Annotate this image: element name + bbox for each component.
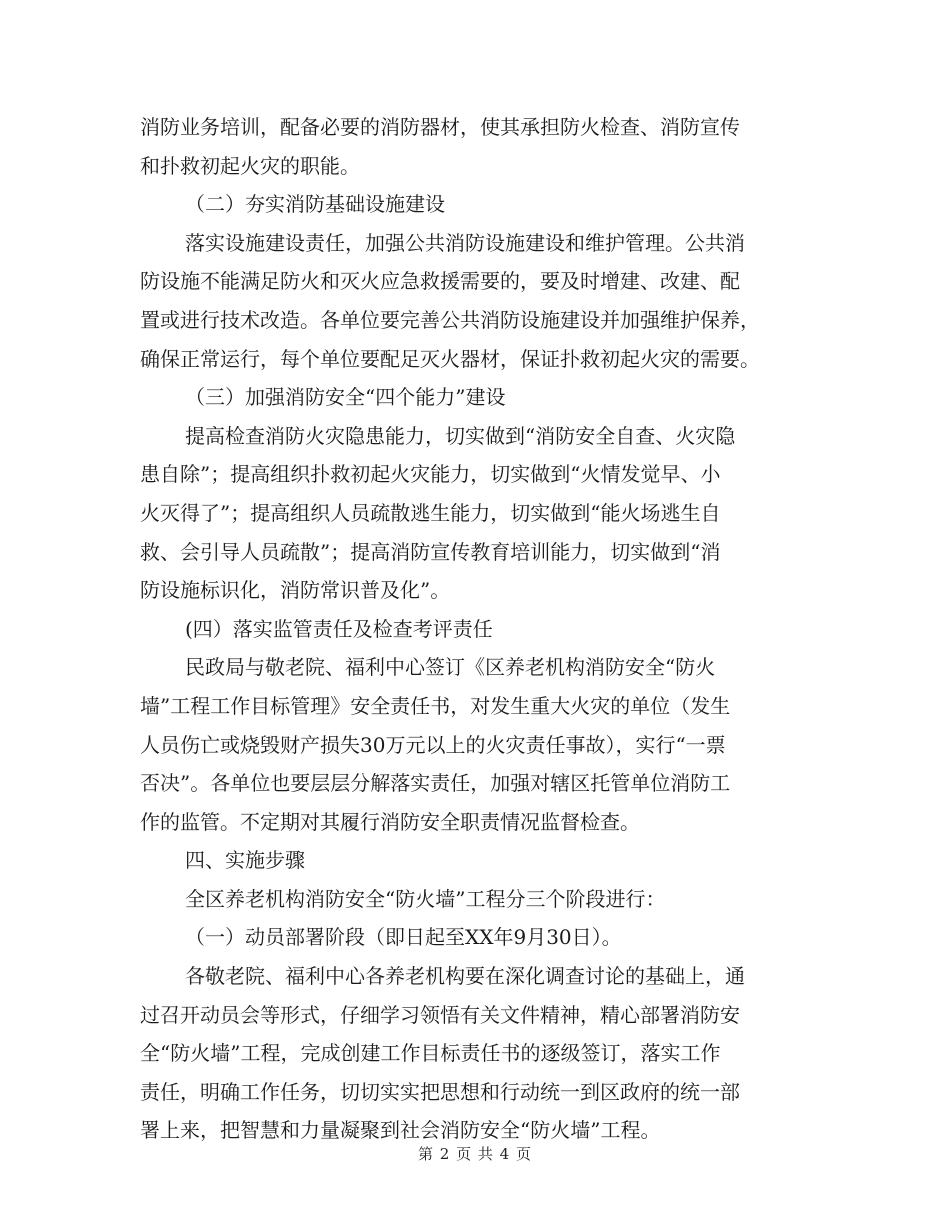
page-number-footer: 第 2 页 共 4 页 (418, 1145, 532, 1163)
body-line: 各敬老院、福利中心各养老机构要在深化调查讨论的基础上，通 (185, 964, 745, 989)
section-heading: （三）加强消防安全“四个能力”建设 (185, 385, 506, 410)
body-line: 防设施标识化，消防常识普及化”。 (140, 578, 451, 603)
body-line: 墙”工程工作目标管理》安全责任书，对发生重大火灾的单位（发生 (140, 693, 731, 718)
body-line: 火灭得了”；提高组织人员疏散逃生能力，切实做到“能火场逃生自 (140, 500, 721, 525)
body-line: 人员伤亡或烧毁财产损失30万元以上的火灾责任事故），实行“一票 (140, 732, 726, 757)
body-line: 署上来，把智慧和力量凝聚到社会消防安全“防火墙”工程。 (140, 1118, 661, 1143)
body-line: 置或进行技术改造。各单位要完善公共消防设施建设并加强维护保养， (140, 307, 760, 332)
body-line: 防设施不能满足防火和灭火应急救援需要的，要及时增建、改建、配 (140, 269, 740, 294)
body-line: 过召开动员会等形式，仔细学习领悟有关文件精神，精心部署消防安 (140, 1002, 740, 1027)
section-heading: (四）落实监管责任及检查考评责任 (185, 616, 493, 641)
body-line: 患自除”；提高组织扑救初起火灾能力，切实做到“火情发觉早、小 (140, 462, 721, 487)
body-line: 作的监管。不定期对其履行消防安全职责情况监督检查。 (140, 809, 640, 834)
body-line: 救、会引导人员疏散”；提高消防宣传教育培训能力，切实做到“消 (140, 539, 721, 564)
body-line: 和扑救初起火灾的职能。 (140, 153, 360, 178)
body-line: 全区养老机构消防安全“防火墙”工程分三个阶段进行： (185, 886, 666, 911)
body-line: 消防业务培训，配备必要的消防器材，使其承担防火检查、消防宣传 (140, 115, 740, 139)
body-line: 落实设施建设责任，加强公共消防设施建设和维护管理。公共消 (185, 230, 745, 255)
body-line: 确保正常运行，每个单位要配足灭火器材，保证扑救初起火灾的需要。 (140, 346, 760, 371)
body-line: 提高检查消防火灾隐患能力，切实做到“消防安全自查、火灾隐 (185, 423, 736, 448)
body-line: 责任，明确工作任务，切切实实把思想和行动统一到区政府的统一部 (140, 1079, 740, 1104)
body-line: 否决”。各单位也要层层分解落实责任，加强对辖区托管单位消防工 (140, 771, 731, 796)
section-heading: （二）夯实消防基础设施建设 (185, 192, 445, 217)
section-heading: 四、实施步骤 (185, 848, 305, 873)
section-heading: （一）动员部署阶段（即日起至XX年9月30日）。 (185, 925, 622, 950)
body-line: 全“防火墙”工程，完成创建工作目标责任书的逐级签订，落实工作 (140, 1041, 721, 1066)
body-line: 民政局与敬老院、福利中心签订《区养老机构消防安全“防火 (185, 655, 716, 680)
document-body (140, 108, 810, 1150)
